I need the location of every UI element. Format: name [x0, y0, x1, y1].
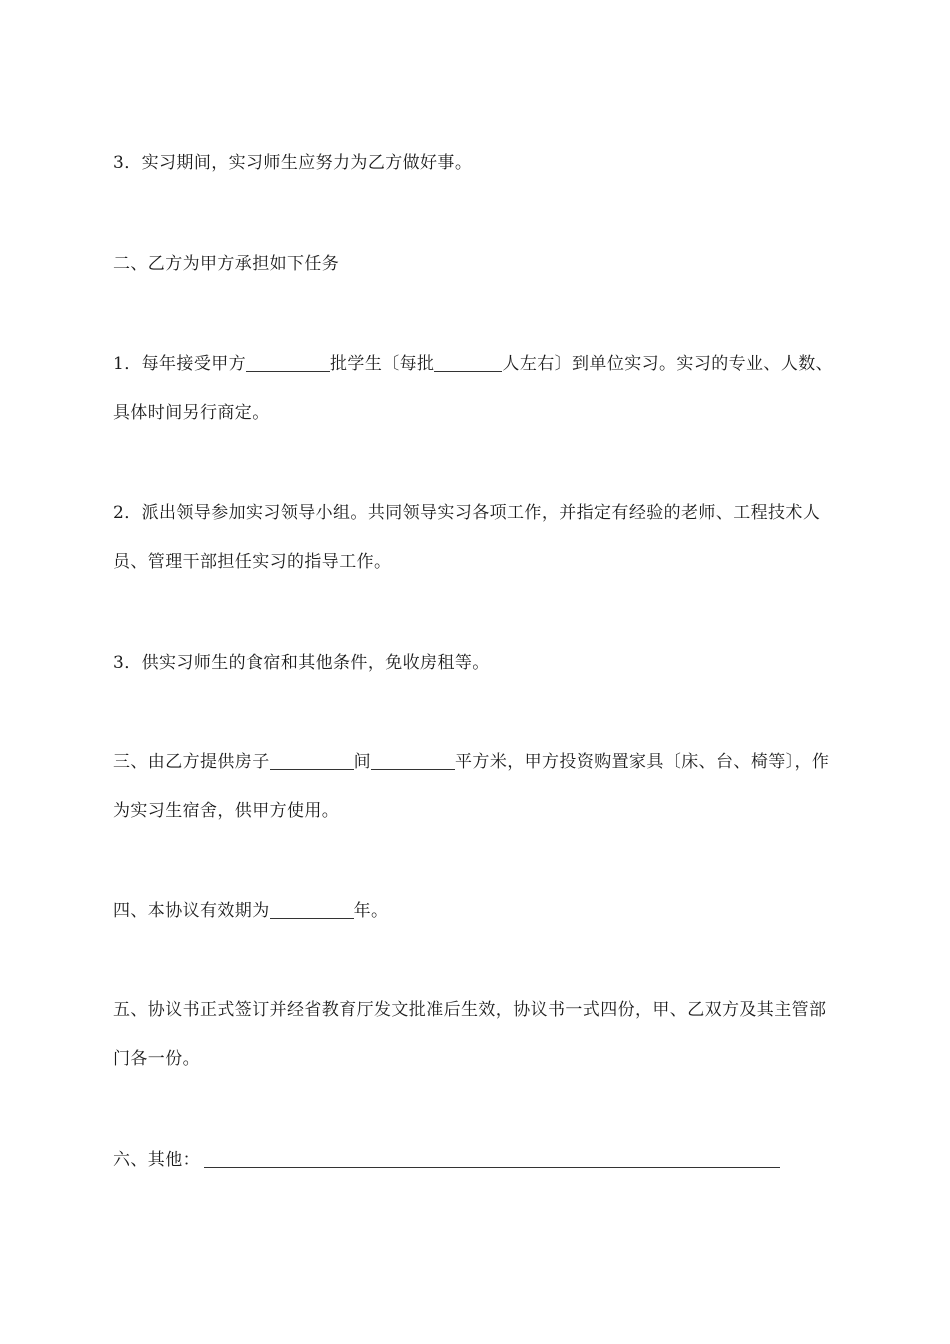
- clause-a3-text: 3．实习期间，实习师生应努力为乙方做好事。: [113, 153, 473, 173]
- validity-years-blank[interactable]: [270, 900, 354, 919]
- clause-b1-text-2: 批学生〔每批: [330, 354, 435, 374]
- section-3-text-3: 平方米，甲方投资购置家具〔床、台、椅等〕，作为实习生宿舍，供甲方使用。: [113, 752, 830, 821]
- clause-b2: [113, 489, 841, 587]
- area-blank[interactable]: [371, 751, 455, 770]
- section-4-text-2: 年。: [353, 901, 389, 921]
- clause-b2-text: 2．派出领导参加实习领导小组。共同领导实习各项工作，并指定有经验的老师、工程技术人员、管理干部担任实习的指导工作。: [113, 503, 821, 572]
- clause-b3-text: 3．供实习师生的食宿和其他条件，免收房租等。: [113, 653, 490, 673]
- clause-b1-text-3: 人左右〕到单位实习。实习的专业、人数、具体时间另行商定。: [113, 354, 834, 423]
- clause-a3: [113, 139, 841, 188]
- section-4-text-1: 四、本协议有效期为: [113, 901, 270, 921]
- other-terms-blank[interactable]: [204, 1149, 780, 1168]
- batch-count-blank[interactable]: [246, 353, 330, 372]
- section-3: [113, 738, 841, 836]
- section-2-heading: [113, 240, 841, 289]
- section-3-text-1: 三、由乙方提供房子: [113, 752, 270, 772]
- rooms-count-blank[interactable]: [270, 751, 354, 770]
- section-2-text: 二、乙方为甲方承担如下任务: [113, 254, 340, 274]
- clause-b1-text-1: 1．每年接受甲方: [113, 354, 247, 374]
- clause-b3: [113, 639, 841, 688]
- clause-b1: [113, 340, 841, 438]
- section-5: [113, 986, 841, 1084]
- section-6-text: 六、其他：: [113, 1150, 200, 1170]
- section-4: [113, 887, 841, 936]
- section-6: [113, 1136, 841, 1185]
- section-3-text-2: 间: [353, 752, 372, 772]
- section-5-text: 五、协议书正式签订并经省教育厅发文批准后生效，协议书一式四份，甲、乙双方及其主管部门各一份。: [113, 1000, 827, 1069]
- students-per-batch-blank[interactable]: [434, 353, 502, 372]
